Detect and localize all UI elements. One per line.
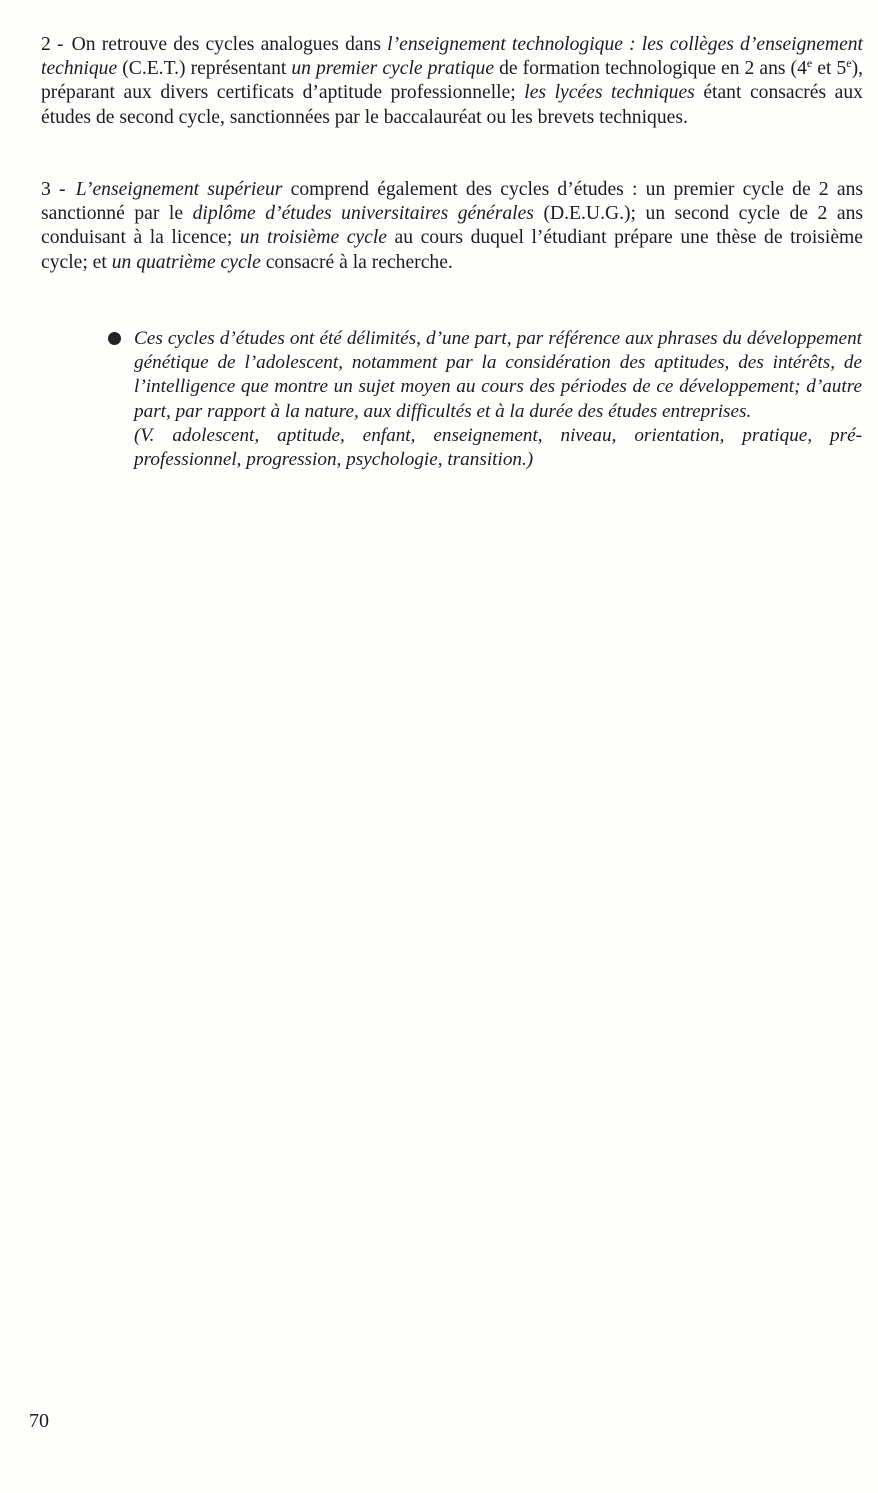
- section-3-text-1: comprend également des cycles d’études : un premier cycle de 2 ans sanctionné par le: [41, 179, 863, 225]
- section-2-text-4: et 5: [812, 58, 847, 80]
- section-2-text-6: étant consacrés aux études de second cycle, sanctionnées par le baccalauréat ou les brevets techniques.: [41, 82, 863, 128]
- section-2-text-1: On retrouve des cycles analogues dans: [71, 34, 388, 55]
- note-text: Ces cycles d’études ont été délimités, d’une part, par référence aux phrases du développement génétique de l’adolescent, notamment par la considération des aptitudes, des intérêts, de l’intelligence que montre un sujet moyen au cours des périodes de ce développement; d’autre part, par rapport à la nature, aux difficultés et à la durée des études entreprises.: [134, 328, 862, 422]
- section-3-number: 3 -: [41, 179, 66, 200]
- section-3-paragraph: [41, 178, 863, 275]
- section-2-text-5: ), préparant aux divers certificats d’aptitude professionnelle;: [41, 58, 864, 104]
- section-2-italic-3: les lycées techniques: [524, 82, 695, 104]
- section-3-text-4: consacré à la recherche.: [260, 251, 453, 273]
- section-2-text-2: (C.E.T.) représentant: [117, 58, 292, 80]
- section-3-italic-2: diplôme d’études universitaires générales: [192, 203, 534, 225]
- note-block: [134, 327, 862, 472]
- section-2-italic-2: un premier cycle pratique: [291, 58, 495, 80]
- page-number: 70: [29, 1410, 49, 1432]
- bullet-icon: [108, 332, 121, 345]
- section-3-italic-4: un quatrième cycle: [111, 251, 261, 273]
- section-3-text-3: au cours duquel l’étudiant prépare une thèse de troisième cycle; et: [41, 227, 863, 273]
- cross-reference: (V. adolescent, aptitude, enfant, enseignement, niveau, orientation, pratique, pré-professionnel, progression, psychologie, transition.): [134, 424, 862, 471]
- section-3-italic-3: un troisième cycle: [239, 227, 387, 249]
- section-3-text-2: (D.E.U.G.); un second cycle de 2 ans conduisant à la licence;: [41, 203, 863, 249]
- section-2-sup-2: e: [846, 56, 852, 71]
- section-2-italic-1: l’enseignement technologique : les collèges d’enseignement technique: [41, 34, 864, 80]
- section-2-text-3: de formation technologique en 2 ans (4: [494, 58, 807, 80]
- section-3-italic-1: L’enseignement supérieur: [75, 179, 283, 200]
- section-2-paragraph: [41, 33, 863, 130]
- section-2-sup-1: e: [806, 56, 813, 71]
- section-2-number: 2 -: [41, 34, 64, 55]
